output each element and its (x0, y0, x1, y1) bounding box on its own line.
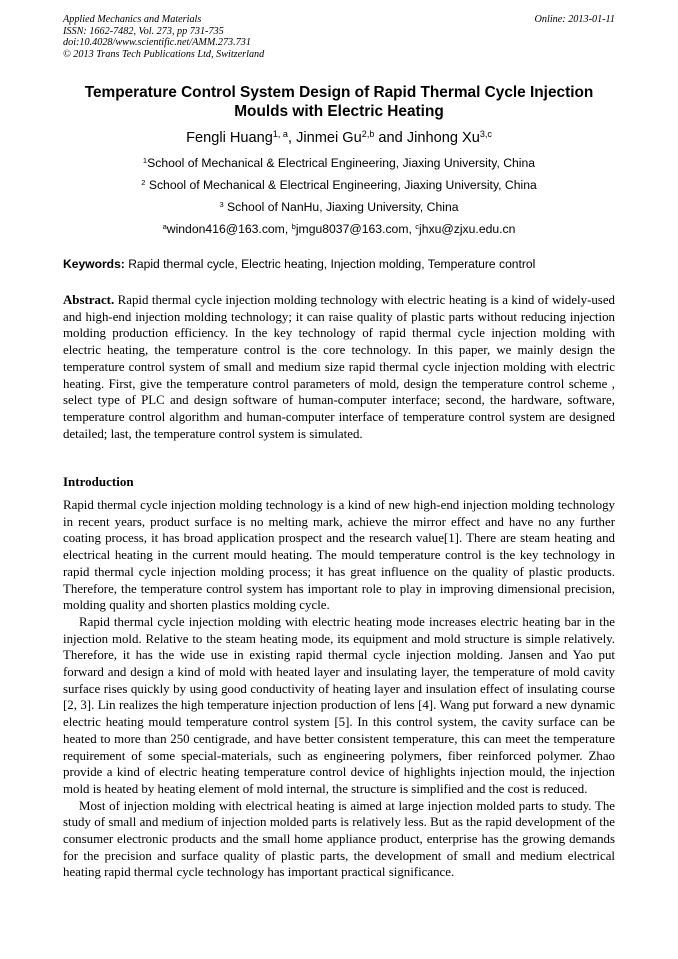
affiliation-number: 3 (219, 199, 224, 209)
author-sup: 1, a (272, 129, 288, 140)
keywords (63, 257, 623, 272)
affiliation-1 (63, 156, 615, 171)
introduction-heading: Introduction (63, 474, 134, 489)
author-list (63, 129, 615, 147)
author-name: and Jinhong Xu (374, 130, 480, 146)
author-name: Fengli Huang (186, 130, 273, 146)
abstract-paragraph (63, 292, 615, 442)
abstract (63, 292, 615, 442)
author-sup: 2,b (361, 129, 375, 140)
affiliation-2 (63, 178, 615, 193)
author-name: , Jinmei Gu (287, 130, 362, 146)
email-sup: a (162, 221, 167, 231)
introduction-body (63, 497, 615, 881)
email-link[interactable]: windon416@163.com, (166, 222, 292, 236)
abstract-text: Rapid thermal cycle injection molding technology with electric heating is a kind of widely-used and high-end injection molding technology; it can raise quality of plastic parts without reducing injection molding production efficiency. In the key technology of rapid thermal cycle injection molding with electric heating, the temperature control is the core technology. In this paper, we mainly design the temperature control system of small and medium size rapid thermal cycle injection molding with electric heating. First, give the temperature control parameters of mold, design the temperature control scheme , select type of PLC and design software of human-computer interface; second, the hardware, software, temperature control algorithm and human-computer interface of temperature control system are designed detailed; last, the temperature control system is simulated. (63, 293, 615, 441)
abstract-label: Abstract. (63, 293, 115, 307)
online-date: Online: 2013-01-11 (534, 14, 615, 25)
email-list (63, 222, 615, 237)
email-link[interactable]: jmgu8037@163.com, (295, 222, 416, 236)
doi-line[interactable]: doi:10.4028/www.scientific.net/AMM.273.731 (63, 37, 251, 49)
email-sup: c (415, 221, 420, 231)
affiliation-number: 2 (141, 177, 146, 187)
author-sup: 3,c (479, 129, 492, 140)
keywords-label: Keywords: (63, 257, 125, 271)
intro-paragraph-3: Most of injection molding with electrical heating is aimed at large injection molded parts to study. The study of small and medium of injection molded parts is relatively less. But as the rapid development of the consumer electronic products and the small home appliance product, enterprise has the growing demands for the precision and surface quality of plastic parts, the development of small and medium electrical heating rapid thermal cycle technology has important practical significance. (63, 798, 615, 880)
intro-paragraph-1: Rapid thermal cycle injection molding technology is a kind of new high-end injection molding technology in recent years, product surface is no melting mark, achieve the mirror effect and have no any further coating process, it has broad application prospect and the research value[1]. There are steam heating and electrical heating in the current mould heating. The mould temperature control is the key technology in rapid thermal cycle injection molding process; it has great influence on the quality of plastic products. Therefore, the temperature control system has important role to play in improving dimensional precision, molding quality and shorten plastics molding cycle. (63, 498, 615, 613)
copyright-line: © 2013 Trans Tech Publications Ltd, Switzerland (63, 48, 265, 60)
affiliation-number: 1 (142, 155, 148, 165)
email-link[interactable]: jhxu@zjxu.edu.cn (419, 222, 516, 236)
affiliation-text: School of NanHu, Jiaxing University, China (223, 200, 459, 214)
keywords-text: Rapid thermal cycle, Electric heating, Injection molding, Temperature control (124, 257, 536, 271)
affiliation-text: School of Mechanical & Electrical Engineering, Jiaxing University, China (147, 156, 536, 170)
journal-name: Applied Mechanics and Materials (63, 14, 202, 25)
issn-line: ISSN: 1662-7482, Vol. 273, pp 731-735 (63, 25, 224, 37)
intro-paragraph-2: Rapid thermal cycle injection molding with electric heating mode increases electric heating bar in the injection mold. Relative to the steam heating mode, its equipment and mold structure is simple relatively. Therefore, it has the wide use in existing rapid thermal cycle injection molding. Jansen and Yao put forward and design a kind of mold with heated layer and insulating layer, the temperature of mold cavity surface rises quickly by using good conductivity of heating layer and insulation effect of insulating course [2, 3]. Lin realizes the high temperature injection production of lens [4]. Wang put forward a new dynamic electric heating mould temperature control system [5]. In this control system, the cavity surface can be heated to more than 250 centigrade, and have better consistent temperature, this can meet the temperature requirement of some special-materials, such as engineering polymers, fiber reinforced polymer. Zhao provide a kind of electric heating temperature control device of highlights injection mould, the injection mold is heated by heating element of mold internal, the structure is simplified and the cost is reduced. (63, 614, 615, 796)
paper-title: Temperature Control System Design of Rapid Thermal Cycle Injection Moulds with Electric Heating (84, 84, 594, 120)
affiliation-text: School of Mechanical & Electrical Engineering, Jiaxing University, China (145, 178, 537, 192)
affiliation-3 (63, 200, 615, 215)
email-sup: b (291, 221, 296, 231)
journal-header (63, 14, 615, 60)
